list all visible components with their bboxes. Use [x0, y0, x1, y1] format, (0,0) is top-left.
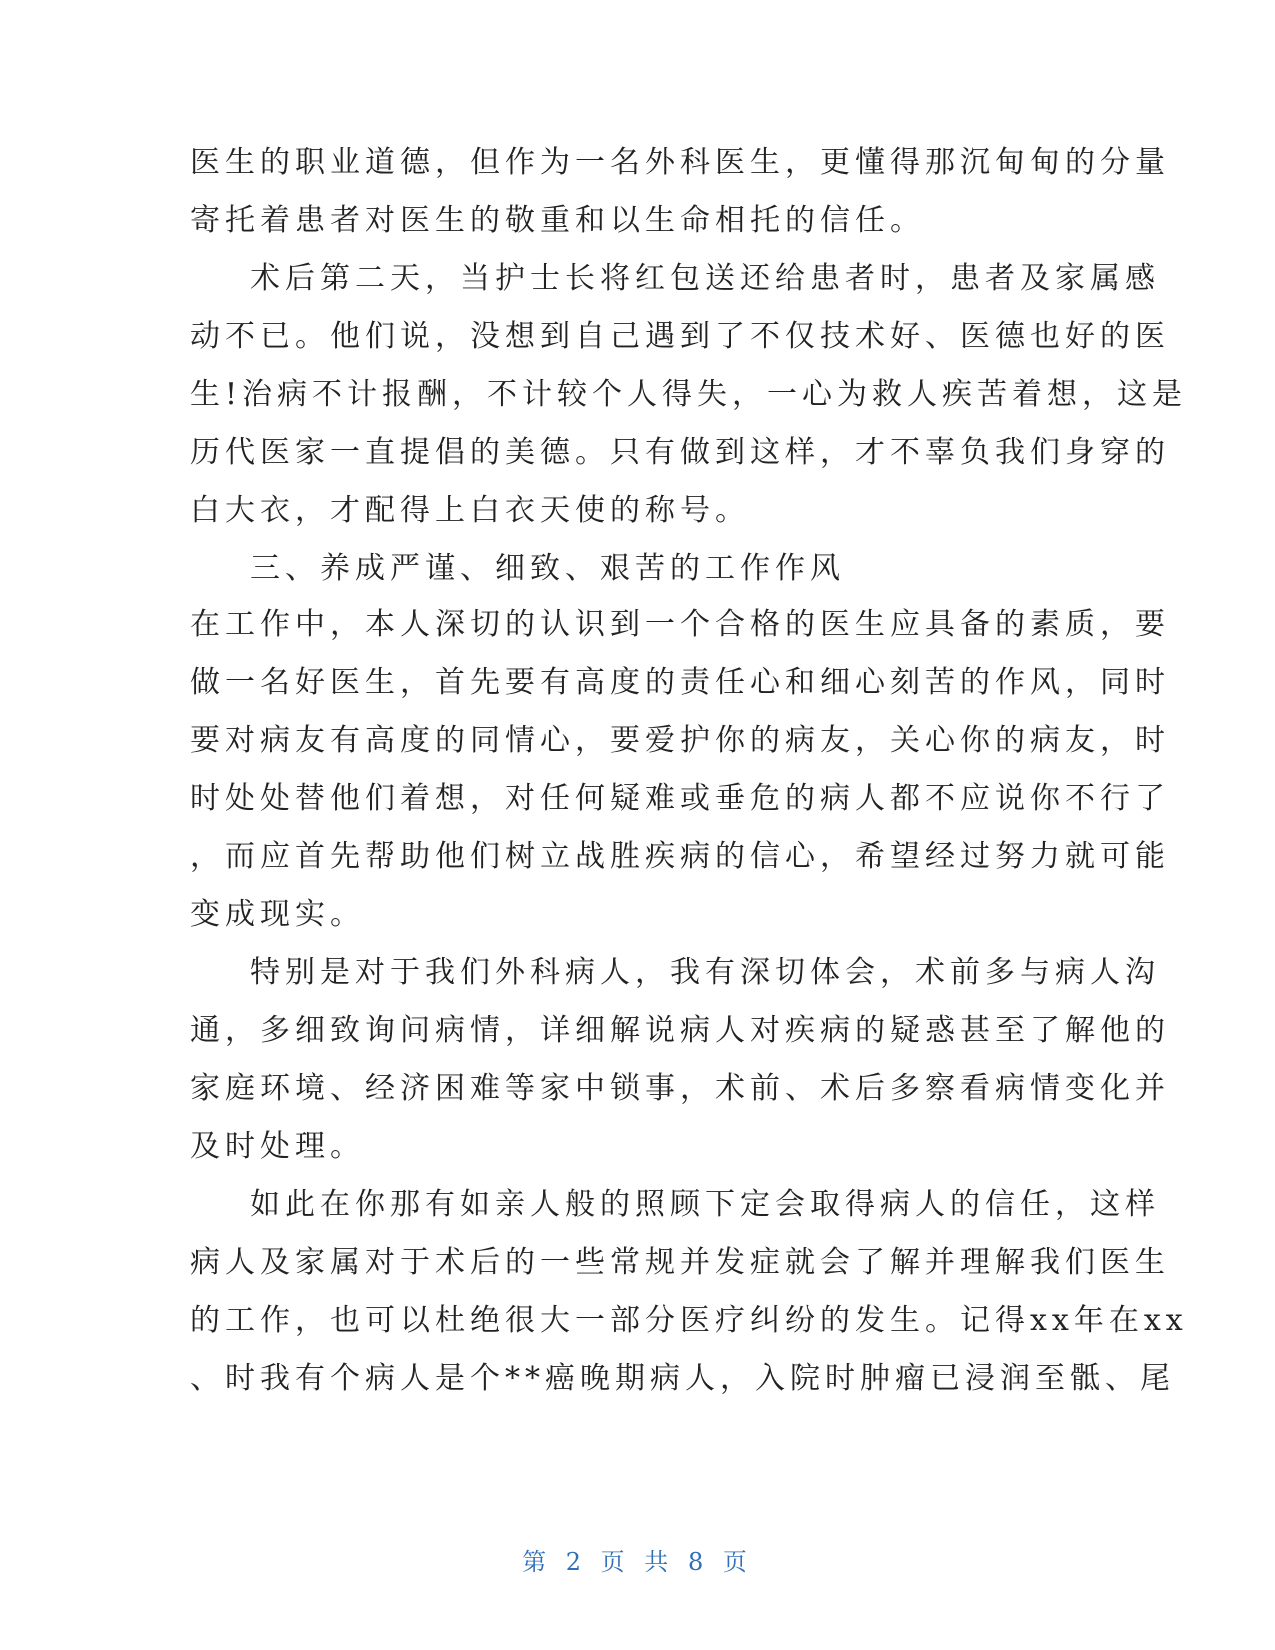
body-text-line: 做一名好医生，首先要有高度的责任心和细心刻苦的作风，同时 [190, 665, 1170, 700]
body-text-line: 特别是对于我们外科病人，我有深切体会，术前多与病人沟 [250, 955, 1160, 990]
body-text-line: 白大衣，才配得上白衣天使的称号。 [190, 493, 750, 528]
body-text-line: 病人及家属对于术后的一些常规并发症就会了解并理解我们医生 [190, 1245, 1170, 1280]
body-text-line: 通，多细致询问病情，详细解说病人对疾病的疑惑甚至了解他的 [190, 1013, 1170, 1048]
page-number-footer: 第 2 页 共 8 页 [522, 1548, 753, 1576]
body-text-line: 医生的职业道德，但作为一名外科医生，更懂得那沉甸甸的分量 [190, 145, 1170, 180]
section-heading: 三、养成严谨、细致、艰苦的工作作风 [250, 551, 845, 586]
body-text-line: 生!治病不计报酬，不计较个人得失，一心为救人疾苦着想，这是 [190, 377, 1188, 412]
body-text-line: 时处处替他们着想，对任何疑难或垂危的病人都不应说你不行了 [190, 781, 1170, 816]
body-text-line: 术后第二天，当护士长将红包送还给患者时，患者及家属感 [250, 261, 1160, 296]
body-text-line: 变成现实。 [190, 897, 365, 932]
body-text-line: 的工作，也可以杜绝很大一部分医疗纠纷的发生。记得xx年在xx [190, 1303, 1188, 1338]
body-text-line: 、时我有个病人是个**癌晚期病人，入院时肿瘤已浸润至骶、尾 [190, 1361, 1175, 1396]
body-text-line: 如此在你那有如亲人般的照顾下定会取得病人的信任，这样 [250, 1187, 1160, 1222]
body-text-line: 在工作中，本人深切的认识到一个合格的医生应具备的素质，要 [190, 607, 1170, 642]
body-text-line: 家庭环境、经济困难等家中锁事，术前、术后多察看病情变化并 [190, 1071, 1170, 1106]
body-text-line: 及时处理。 [190, 1129, 365, 1164]
body-text-line: 要对病友有高度的同情心，要爱护你的病友，关心你的病友，时 [190, 723, 1170, 758]
body-text-line: 动不已。他们说，没想到自己遇到了不仅技术好、医德也好的医 [190, 319, 1170, 354]
body-text-line: ，而应首先帮助他们树立战胜疾病的信心，希望经过努力就可能 [190, 839, 1170, 874]
body-text-line: 历代医家一直提倡的美德。只有做到这样，才不辜负我们身穿的 [190, 435, 1170, 470]
body-text-line: 寄托着患者对医生的敬重和以生命相托的信任。 [190, 203, 925, 238]
